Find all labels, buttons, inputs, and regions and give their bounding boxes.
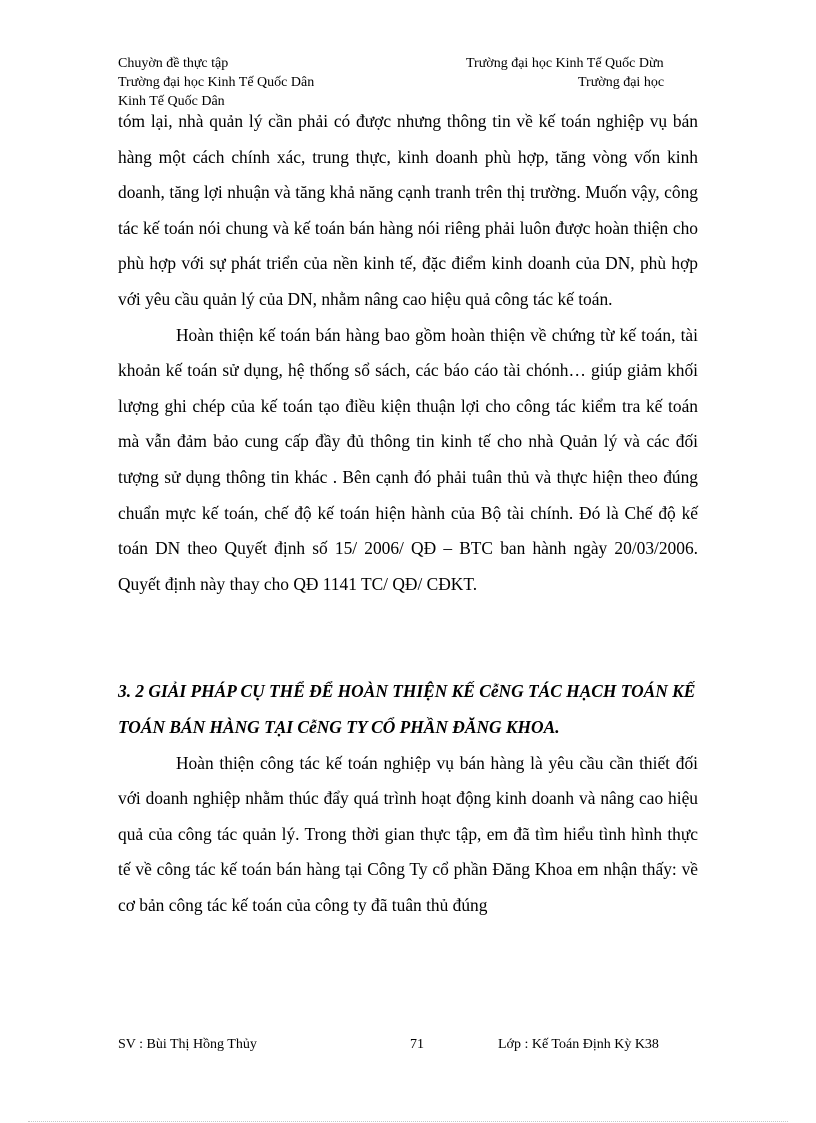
page-edge-divider (28, 1121, 788, 1122)
footer-page-number: 71 (410, 1037, 424, 1052)
paragraph-3: Hoàn thiện công tác kế toán nghiệp vụ bán hàng là yêu cầu cần thiết đối với doanh nghiệp nhằm thúc đẩy quá trình hoạt động kinh doanh và nâng cao hiệu quả của công tác quản lý. Trong thời gian thực tập, em đã tìm hiểu tình hình thực tế về công tác kế toán bán hàng tại Công Ty cổ phần Đăng Khoa em nhận thấy: về cơ bản công tác kế toán của công ty đã tuân thủ đúng (118, 752, 698, 915)
header-left-line1: Chuyờn đề thực tập (118, 56, 229, 71)
footer-class: Lớp : Kế Toán Định Kỳ K38 (498, 1037, 659, 1052)
header-right-line1: Trường đại học Kinh Tế Quốc Dừn (466, 56, 664, 71)
paragraph-2: Hoàn thiện kế toán bán hàng bao gồm hoàn thiện về chứng từ kế toán, tài khoản kế toán sử dụng, hệ thống sổ sách, các báo cáo tài chónh… giúp giảm khối lượng ghi chép của kế toán tạo điều kiện thuận lợi cho công tác kiểm tra kế toán mà vẫn đảm bảo cung cấp đầy đủ thông tin kinh tế cho nhà Quản lý và các đối tượng sử dụng thông tin khác . Bên cạnh đó phải tuân thủ và thực hiện theo đúng chuẩn mực kế toán, chế độ kế toán hiện hành của Bộ tài chính. Đó là Chế độ kế toán DN theo Quyết định số 15/ 2006/ QĐ – BTC ban hành ngày 20/03/2006. Quyết định này thay cho QĐ 1141 TC/ QĐ/ CĐKT. (118, 324, 698, 594)
spacer (118, 602, 698, 674)
paragraph-1: tóm lại, nhà quản lý cần phải có được nhưng thông tin về kế toán nghiệp vụ bán hàng một cách chính xác, trung thực, kinh doanh phù hợp, tăng vòng vốn kinh doanh, tăng lợi nhuận và tăng khả năng cạnh tranh trên thị trường. Muốn vậy, công tác kế toán nói chung và kế toán bán hàng nói riêng phải luôn được hoàn thiện cho phù hợp với sự phát triển của nền kinh tế, đặc điểm kinh doanh của DN, phù hợp với yêu cầu quản lý của DN, nhằm nâng cao hiệu quả công tác kế toán. (118, 111, 698, 309)
header-left-line3: Kinh Tế Quốc Dân (118, 94, 225, 109)
document-body (118, 104, 698, 923)
header-left-line2: Trường đại học Kinh Tế Quốc Dân (118, 75, 315, 90)
section-heading: 3. 2 GIẢI PHÁP CỤ THỂ ĐỂ HOÀN THIỆN KẾ CễNG TÁC HẠCH TOÁN KẾ TOÁN BÁN HÀNG TẠI CễNG TY CỔ PHẦN ĐĂNG KHOA. (118, 681, 696, 737)
header-right-line2: Trường đại học (578, 75, 665, 90)
footer-student: SV : Bùi Thị Hồng Thủy (118, 1037, 257, 1052)
